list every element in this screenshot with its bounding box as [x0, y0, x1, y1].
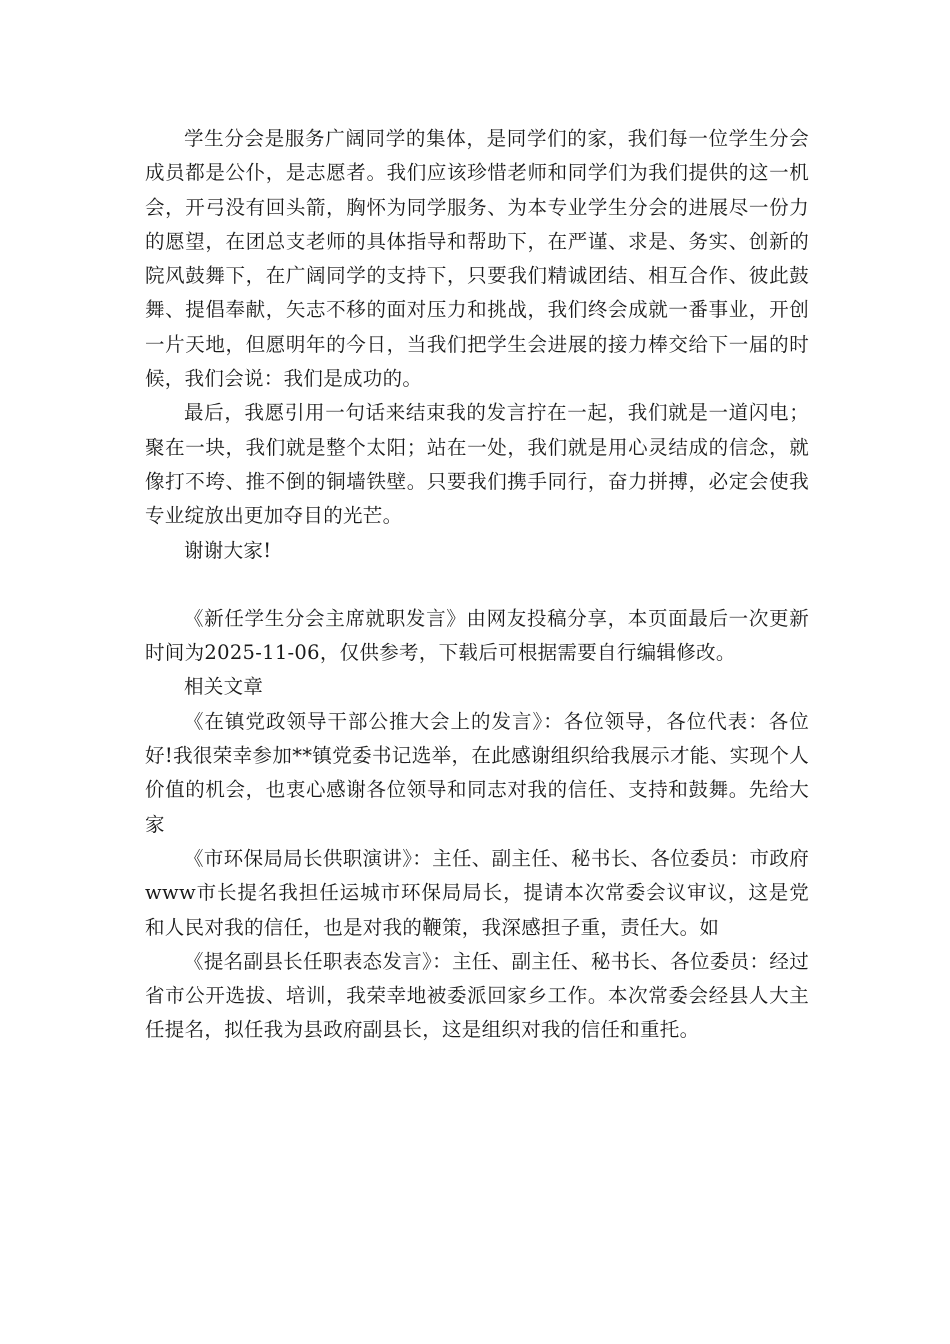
related-article-3[interactable]: 《提名副县长任职表态发言》：主任、副主任、秘书长、各位委员：经过省市公开选拔、培训，我荣幸地被委派回家乡工作。本次常委会经县人大主任提名，拟任我为县政府副县长，这是组织对我的信任和重托。: [145, 949, 809, 1042]
related-article-2[interactable]: 《市环保局局长供职演讲》：主任、副主任、秘书长、各位委员：市政府www市长提名我担任运城市环保局局长，提请本次常委会议审议，这是党和人民对我的信任，也是对我的鞭策，我深感担子重，责任大。如: [145, 846, 809, 939]
body-paragraph-1: 学生分会是服务广阔同学的集体，是同学们的家，我们每一位学生分会成员都是公仆，是志愿者。我们应该珍惜老师和同学们为我们提供的这一机会，开弓没有回头箭，胸怀为同学服务、为本专业学生分会的进展尽一份力的愿望，在团总支老师的具体指导和帮助下，在严谨、求是、务实、创新的院风鼓舞下，在广阔同学的支持下，只要我们精诚团结、相互合作、彼此鼓舞、提倡奉献，矢志不移的面对压力和挑战，我们终会成就一番事业，开创一片天地，但愿明年的今日，当我们把学生会进展的接力棒交给下一届的时候，我们会说：我们是成功的。: [145, 127, 809, 391]
related-articles-heading: 相关文章: [184, 675, 264, 699]
closing-thanks: 谢谢大家!: [184, 538, 272, 562]
update-notice: 《新任学生分会主席就职发言》由网友投稿分享，本页面最后一次更新时间为2025-11-06，仅供参考，下载后可根据需要自行编辑修改。: [145, 606, 809, 665]
related-article-1[interactable]: 《在镇党政领导干部公推大会上的发言》：各位领导，各位代表：各位好!我很荣幸参加**镇党委书记选举，在此感谢组织给我展示才能、实现个人价值的机会，也衷心感谢各位领导和同志对我的信任、支持和鼓舞。先给大家: [145, 709, 809, 836]
document-page: [145, 122, 809, 1048]
body-paragraph-2: 最后，我愿引用一句话来结束我的发言拧在一起，我们就是一道闪电；聚在一块，我们就是整个太阳；站在一处，我们就是用心灵结成的信念，就像打不垮、推不倒的铜墙铁壁。只要我们携手同行，奋力拼搏，必定会使我专业绽放出更加夺目的光芒。: [145, 401, 809, 528]
section-spacer: [145, 568, 809, 602]
